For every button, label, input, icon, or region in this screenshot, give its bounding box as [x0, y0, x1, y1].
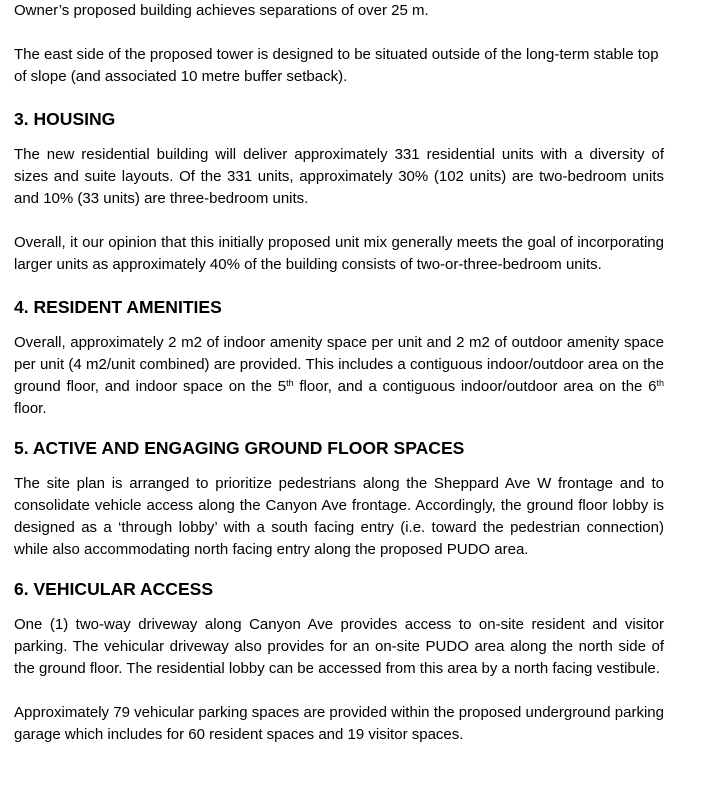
amenities-text-c: floor. [14, 400, 47, 417]
paragraph-ground-floor: The site plan is arranged to prioritize pedestrians along the Sheppard Ave W frontage and to consolidate vehicle access along the Canyon Ave frontage. Accordingly, the ground floor lobby is designed as a ‘through lobby’ with a south facing entry (i.e. toward the pedestrian connection) while also accommodating north facing entry along the proposed PUDO area. [14, 475, 664, 558]
heading-ground-floor-spaces: 5. ACTIVE AND ENGAGING GROUND FLOOR SPACES [14, 438, 465, 458]
document-page [14, 0, 664, 746]
paragraph-housing-mix: Overall, it our opinion that this initially proposed unit mix generally meets the goal of incorporating larger units as approximately 40% of the building consists of two-or-three-bedroom units. [14, 234, 664, 273]
paragraph-east-side: The east side of the proposed tower is designed to be situated outside of the long-term stable top of slope (and associated 10 metre buffer setback). [14, 46, 659, 85]
paragraph-amenities [14, 332, 664, 420]
paragraph-vehicular-driveway: One (1) two-way driveway along Canyon Ave provides access to on-site resident and visitor parking. The vehicular driveway also provides for an on-site PUDO area along the north side of the ground floor. The residential lobby can be accessed from this area by a north facing vestibule. [14, 616, 664, 677]
heading-vehicular-access: 6. VEHICULAR ACCESS [14, 579, 214, 599]
superscript-th-5: th [286, 378, 294, 388]
amenities-text-b: floor, and a contiguous indoor/outdoor area on the 6 [293, 378, 657, 395]
heading-housing: 3. HOUSING [14, 109, 116, 129]
paragraph-separations: Owner’s proposed building achieves separations of over 25 m. [14, 2, 429, 19]
paragraph-parking-spaces: Approximately 79 vehicular parking spaces are provided within the proposed underground parking garage which includes for 60 resident spaces and 19 visitor spaces. [14, 704, 664, 743]
amenities-text-a: Overall, approximately 2 m2 of indoor amenity space per unit and 2 m2 of outdoor amenity space per unit (4 m2/unit combined) are provided. This includes a contiguous indoor/outdoor area on the ground floor, and indoor space on the 5 [14, 334, 664, 395]
superscript-th-6: th [656, 378, 665, 388]
paragraph-housing-units: The new residential building will deliver approximately 331 residential units with a diversity of sizes and suite layouts. Of the 331 units, approximately 30% (102 units) are two-bedroom units and 10% (33 units) are three-bedroom units. [14, 146, 664, 207]
heading-resident-amenities: 4. RESIDENT AMENITIES [14, 297, 222, 317]
